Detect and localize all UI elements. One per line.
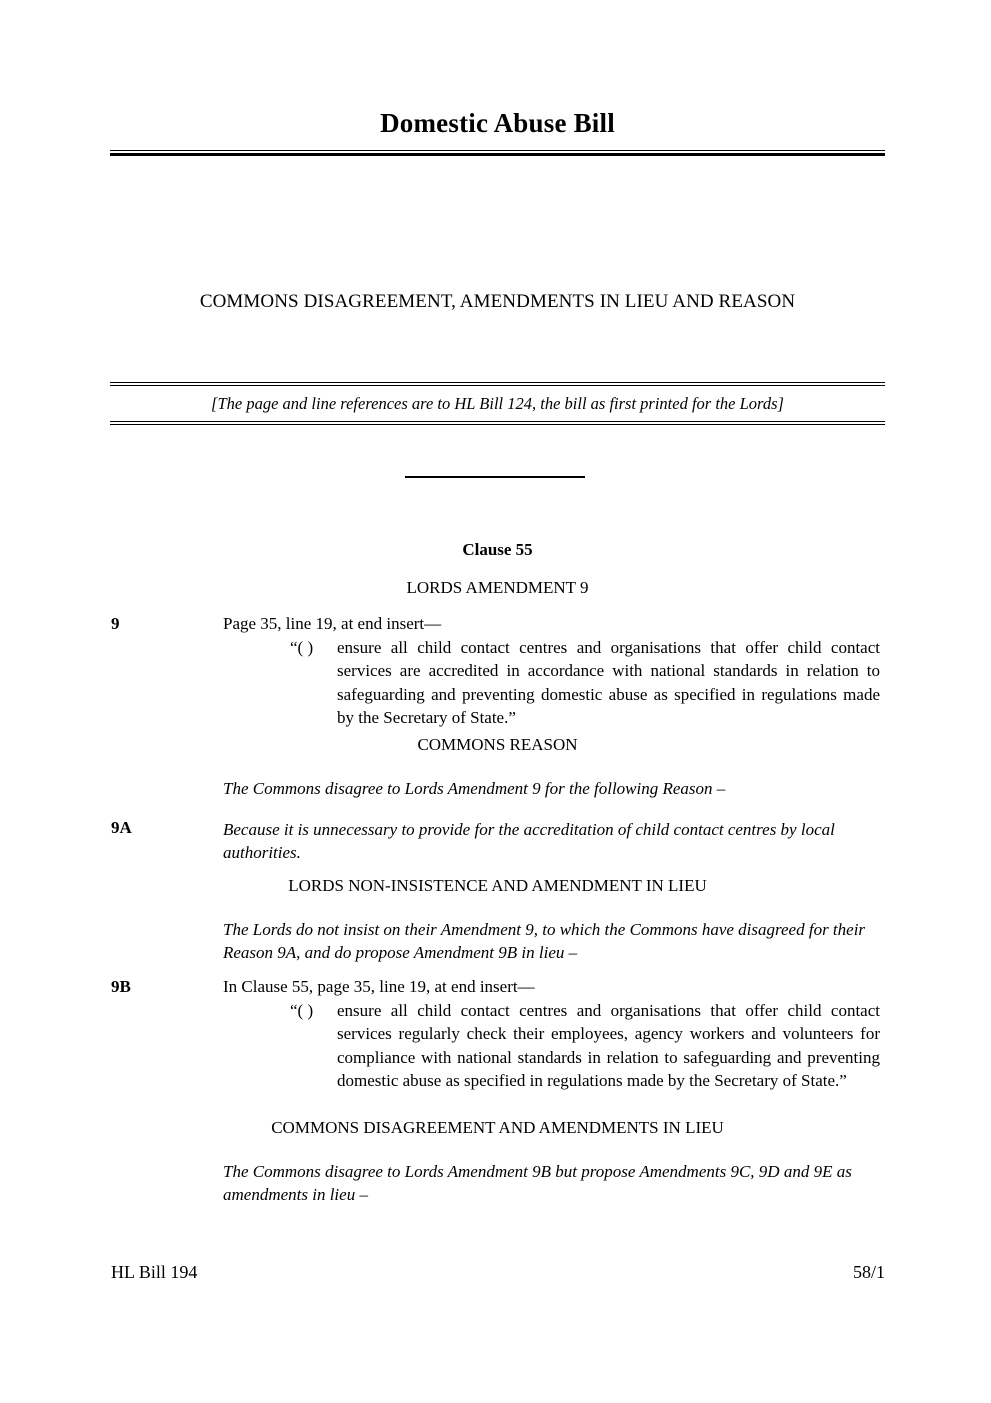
amendment-9-quote-text: ensure all child contact centres and organisations that offer child contact services are accredited in accordance with national standards in relation to safeguarding and preventing domestic abuse as specified in regulations made by the Secretary of State.” (337, 638, 880, 727)
reference-note-block (110, 382, 885, 425)
commons-reason-preamble: The Commons disagree to Lords Amendment 9 for the following Reason – (223, 779, 726, 798)
amendment-9-instruction: Page 35, line 19, at end insert— (223, 614, 442, 633)
footer-bill-number: HL Bill 194 (111, 1262, 198, 1282)
amendment-9-quote-marker: “( ) (290, 638, 314, 657)
commons-disagreement-preamble: The Commons disagree to Lords Amendment 9B but propose Amendments 9C, 9D and 9E as amendments in lieu – (223, 1162, 852, 1205)
amendment-9b-instruction: In Clause 55, page 35, line 19, at end insert— (223, 977, 535, 996)
amendment-9b-quote-text: ensure all child contact centres and organisations that offer child contact services regularly check their employees, agency workers and volunteers for compliance with national standards in relation to safeguarding and preventing domestic abuse as specified in regulations made by the Secretary of State.” (337, 1001, 880, 1090)
amendment-9b-quote-marker: “( ) (290, 1001, 314, 1020)
amendment-9-quote (290, 636, 880, 729)
document-subtitle: COMMONS DISAGREEMENT, AMENDMENTS IN LIEU AND REASON (199, 291, 796, 312)
lords-non-insistence-preamble: The Lords do not insist on their Amendment 9, to which the Commons have disagreed for their Reason 9A, and do propose Amendment 9B in lieu – (223, 920, 866, 963)
clause-heading: Clause 55 (462, 540, 533, 559)
footer-page-number: 58/1 (852, 1262, 885, 1282)
note-bottom-rule-1 (110, 421, 885, 422)
page-title: Domestic Abuse Bill (380, 108, 615, 138)
amendment-marker-9: 9 (111, 614, 120, 633)
note-top-rule-1 (110, 382, 885, 383)
amendment-9b-quote (290, 999, 880, 1092)
title-rule-thick (110, 153, 885, 156)
note-bottom-rule-2 (110, 424, 885, 425)
reference-note-text: [The page and line references are to HL Bill 124, the bill as first printed for the Lords] (211, 394, 784, 413)
title-rule (110, 150, 885, 156)
heading-commons-disagreement: COMMONS DISAGREEMENT AND AMENDMENTS IN LIEU (271, 1118, 724, 1137)
commons-reason-text: Because it is unnecessary to provide for the accreditation of child contact centres by local authorities. (223, 820, 835, 863)
heading-commons-reason: COMMONS REASON (417, 735, 578, 754)
heading-lords-amendment-9: LORDS AMENDMENT 9 (406, 578, 589, 597)
amendment-marker-9b: 9B (111, 977, 131, 996)
heading-lords-non-insistence: LORDS NON-INSISTENCE AND AMENDMENT IN LIEU (288, 876, 707, 895)
reason-marker-9a: 9A (111, 818, 132, 837)
section-divider (405, 476, 585, 478)
